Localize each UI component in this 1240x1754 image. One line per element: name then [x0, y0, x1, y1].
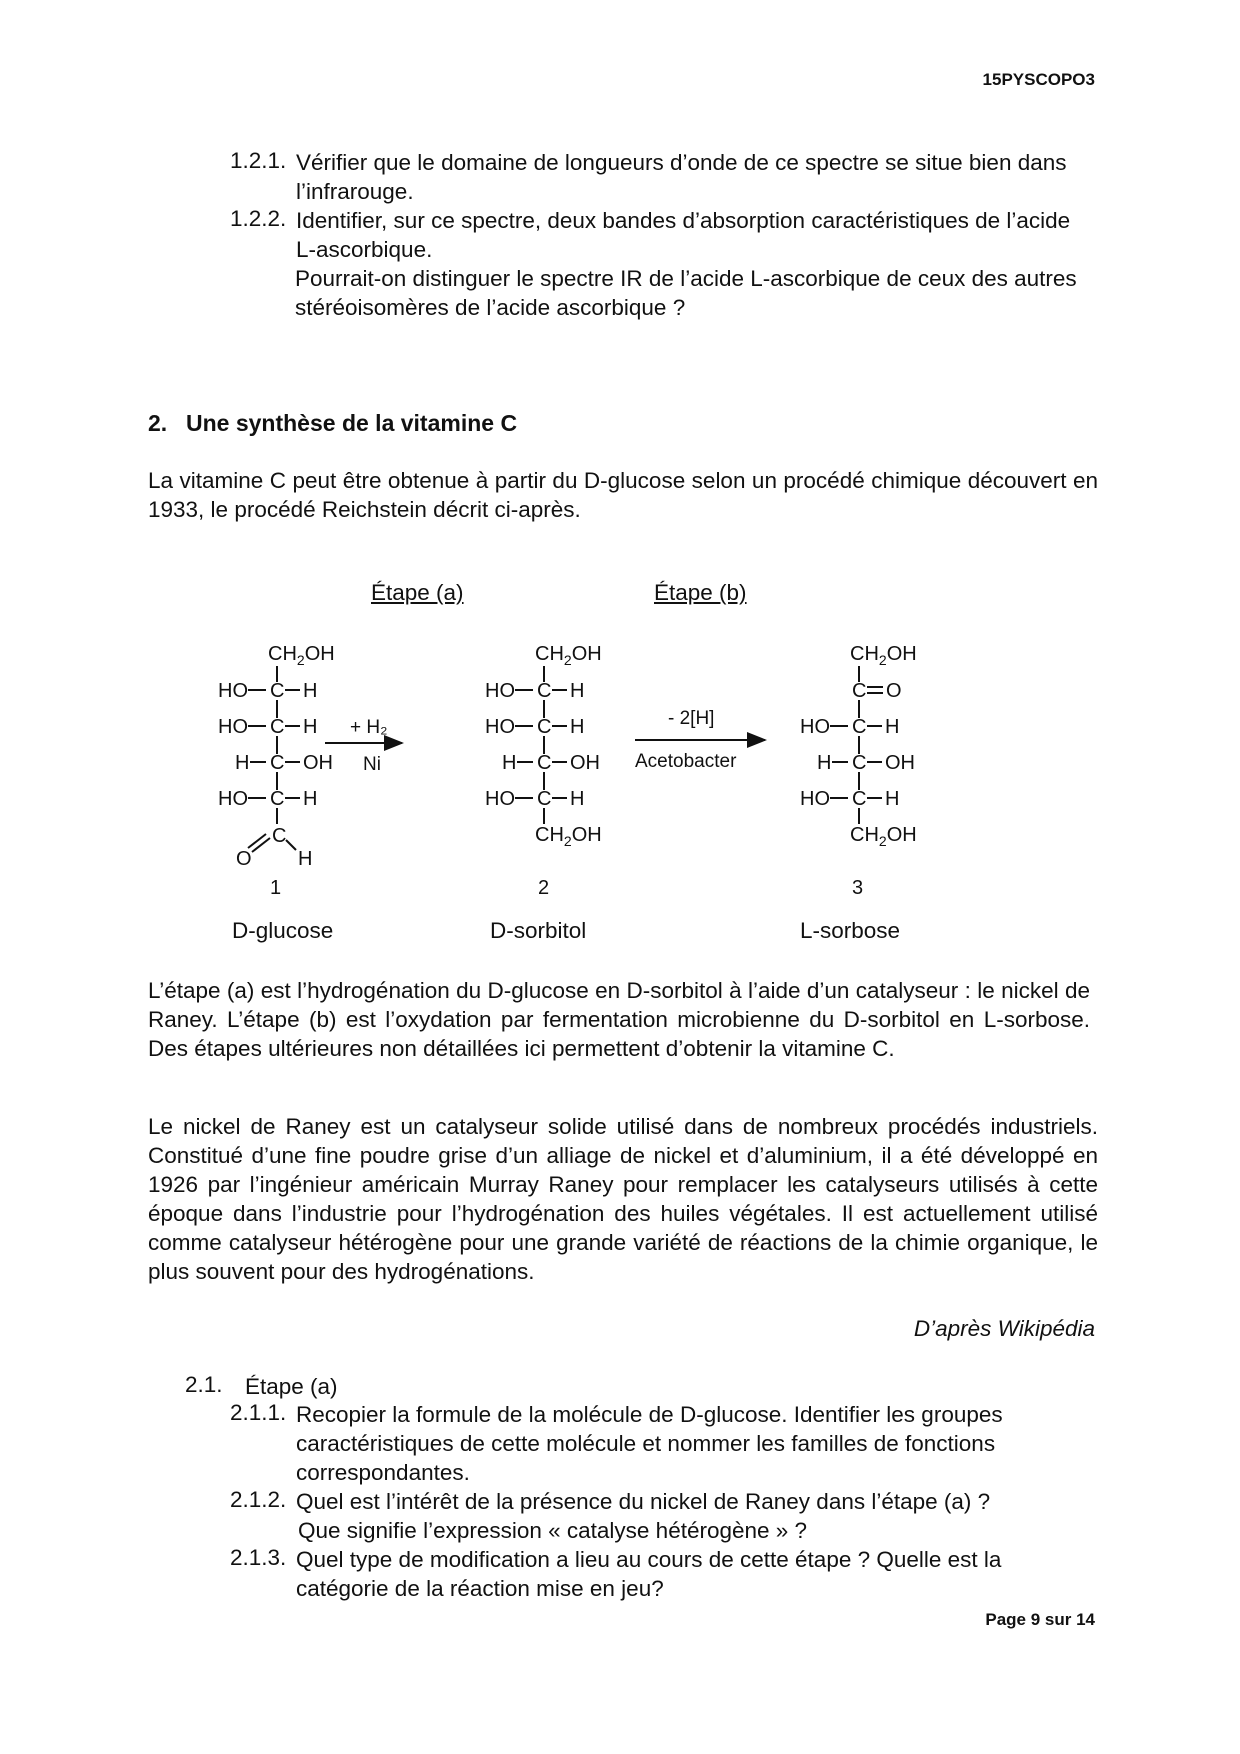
svg-text:H: H	[235, 752, 250, 774]
svg-text:H: H	[303, 788, 318, 810]
svg-text:H: H	[570, 680, 585, 702]
svg-text:CH2OH: $CH_2OH$	[535, 824, 602, 849]
source-citation: D’après Wikipédia	[913, 1316, 1095, 1341]
svg-text:H: H	[570, 788, 585, 810]
question-text: Quel est l’intérêt de la présence du nickel de Raney dans l’étape (a) ?	[296, 1489, 991, 1514]
svg-text:CH2OH: $CH_2OH$	[535, 643, 602, 668]
question-text: Que signifie l’expression « catalyse hétérogène » ?	[298, 1518, 808, 1543]
question-number: 2.1.1.	[230, 1400, 287, 1425]
document-code: 15PYSCOPO3	[982, 70, 1095, 89]
svg-text:H: H	[303, 716, 318, 738]
svg-text:C: C	[537, 752, 552, 774]
svg-text:HO: HO	[485, 788, 515, 810]
d-sorbitol-structure	[485, 643, 602, 849]
svg-text:HO: HO	[218, 716, 248, 738]
svg-text:H: H	[885, 716, 900, 738]
svg-text:CH2OH: $CH_2OH$	[850, 643, 917, 668]
reaction-scheme	[200, 630, 960, 900]
l-sorbose-structure	[800, 643, 917, 849]
molecule-number-1: 1	[270, 877, 282, 899]
paragraph-raney-nickel: Le nickel de Raney est un catalyseur solide utilisé dans de nombreux procédés industriels. Constitué d’une fine poudre grise d’un alliage de nickel et d’aluminium, il a été développé en 1926 par l’ingénieur américain Murray Raney pour remplacer les catalyseurs utilisés à cette époque dans l’industrie pour l’hydrogénation des huiles végétales. Il est actuellement utilisé comme catalyseur hétérogène pour une grande variété de réactions de la chimie organique, le plus souvent pour des hydrogénations.	[148, 1114, 1098, 1284]
section-title: Une synthèse de la vitamine C	[186, 410, 518, 436]
svg-text:C: C	[852, 788, 867, 810]
svg-text:OH: OH	[303, 752, 333, 774]
svg-text:OH: OH	[885, 752, 915, 774]
step-b-label: Étape (b)	[654, 580, 747, 605]
reagent-h2: + H₂	[350, 717, 388, 738]
page-number: Page 9 sur 14	[985, 1610, 1095, 1629]
arrow-step-b	[635, 708, 765, 772]
svg-text:HO: HO	[218, 680, 248, 702]
svg-text:C: C	[537, 680, 552, 702]
svg-text:C: C	[270, 680, 285, 702]
svg-text:CH2OH: $CH_2OH$	[268, 643, 335, 668]
svg-text:OH: OH	[570, 752, 600, 774]
svg-text:H: H	[502, 752, 517, 774]
svg-text:H: H	[570, 716, 585, 738]
svg-text:HO: HO	[485, 716, 515, 738]
reagent-ni: Ni	[363, 754, 381, 775]
question-number: 1.2.1.	[230, 148, 287, 173]
arrow-step-a	[325, 717, 402, 775]
intro-paragraph: La vitamine C peut être obtenue à partir du D-glucose selon un procédé chimique découvert en 1933, le procédé Reichstein décrit ci-après.	[148, 468, 1098, 522]
svg-text:H: H	[303, 680, 318, 702]
svg-text:HO: HO	[218, 788, 248, 810]
molecule-number-3: 3	[852, 877, 864, 899]
svg-text:C: C	[852, 680, 867, 702]
question-number: 2.1.2.	[230, 1487, 287, 1512]
svg-text:H: H	[885, 788, 900, 810]
svg-text:C: C	[272, 825, 287, 847]
question-text: Quel type de modification a lieu au cours de cette étape ? Quelle est la catégorie de la réaction mise en jeu?	[296, 1547, 1002, 1601]
question-text: Étape (a)	[245, 1374, 338, 1399]
question-text: Vérifier que le domaine de longueurs d’onde de ce spectre se situe bien dans l’infrarouge.	[296, 150, 1067, 204]
reagent-acetobacter: Acetobacter	[635, 751, 737, 772]
svg-text:HO: HO	[485, 680, 515, 702]
svg-text:C: C	[270, 716, 285, 738]
svg-text:HO: HO	[800, 716, 830, 738]
svg-text:C: C	[537, 716, 552, 738]
svg-text:O: O	[886, 680, 902, 702]
reagent-2h: - 2[H]	[668, 708, 715, 729]
step-a-label: Étape (a)	[371, 580, 464, 605]
question-number: 1.2.2.	[230, 206, 287, 231]
molecule-name-1: D-glucose	[232, 918, 334, 943]
svg-text:H: H	[298, 848, 313, 870]
svg-text:CH2OH: $CH_2OH$	[850, 824, 917, 849]
svg-text:C: C	[852, 752, 867, 774]
paragraph-steps: L’étape (a) est l’hydrogénation du D-glucose en D-sorbitol à l’aide d’un catalyseur : le nickel de Raney. L’étape (b) est l’oxydation par fermentation microbienne du D-sorbitol en L-sorbose. Des étapes ultérieures non détaillées ici permettent d’obtenir la vitamine C.	[148, 978, 1090, 1061]
section-number: 2.	[148, 410, 168, 436]
svg-text:C: C	[270, 788, 285, 810]
question-text: Identifier, sur ce spectre, deux bandes d’absorption caractéristiques de l’acide L-ascorbique.	[296, 208, 1071, 262]
question-number: 2.1.3.	[230, 1545, 287, 1570]
question-text: Pourrait-on distinguer le spectre IR de l’acide L-ascorbique de ceux des autres stéréoisomères de l’acide ascorbique ?	[295, 266, 1077, 320]
molecule-name-3: L-sorbose	[800, 918, 901, 943]
svg-text:H: H	[817, 752, 832, 774]
svg-text:C: C	[537, 788, 552, 810]
svg-text:O: O	[236, 848, 252, 870]
svg-text:C: C	[270, 752, 285, 774]
svg-text:HO: HO	[800, 788, 830, 810]
svg-text:C: C	[852, 716, 867, 738]
question-text: Recopier la formule de la molécule de D-glucose. Identifier les groupes caractéristiques de cette molécule et nommer les familles de fonctions correspondantes.	[296, 1402, 1003, 1485]
molecule-number-2: 2	[538, 877, 550, 899]
molecule-name-2: D-sorbitol	[490, 918, 587, 943]
question-number: 2.1.	[185, 1372, 223, 1397]
d-glucose-structure	[218, 643, 335, 870]
